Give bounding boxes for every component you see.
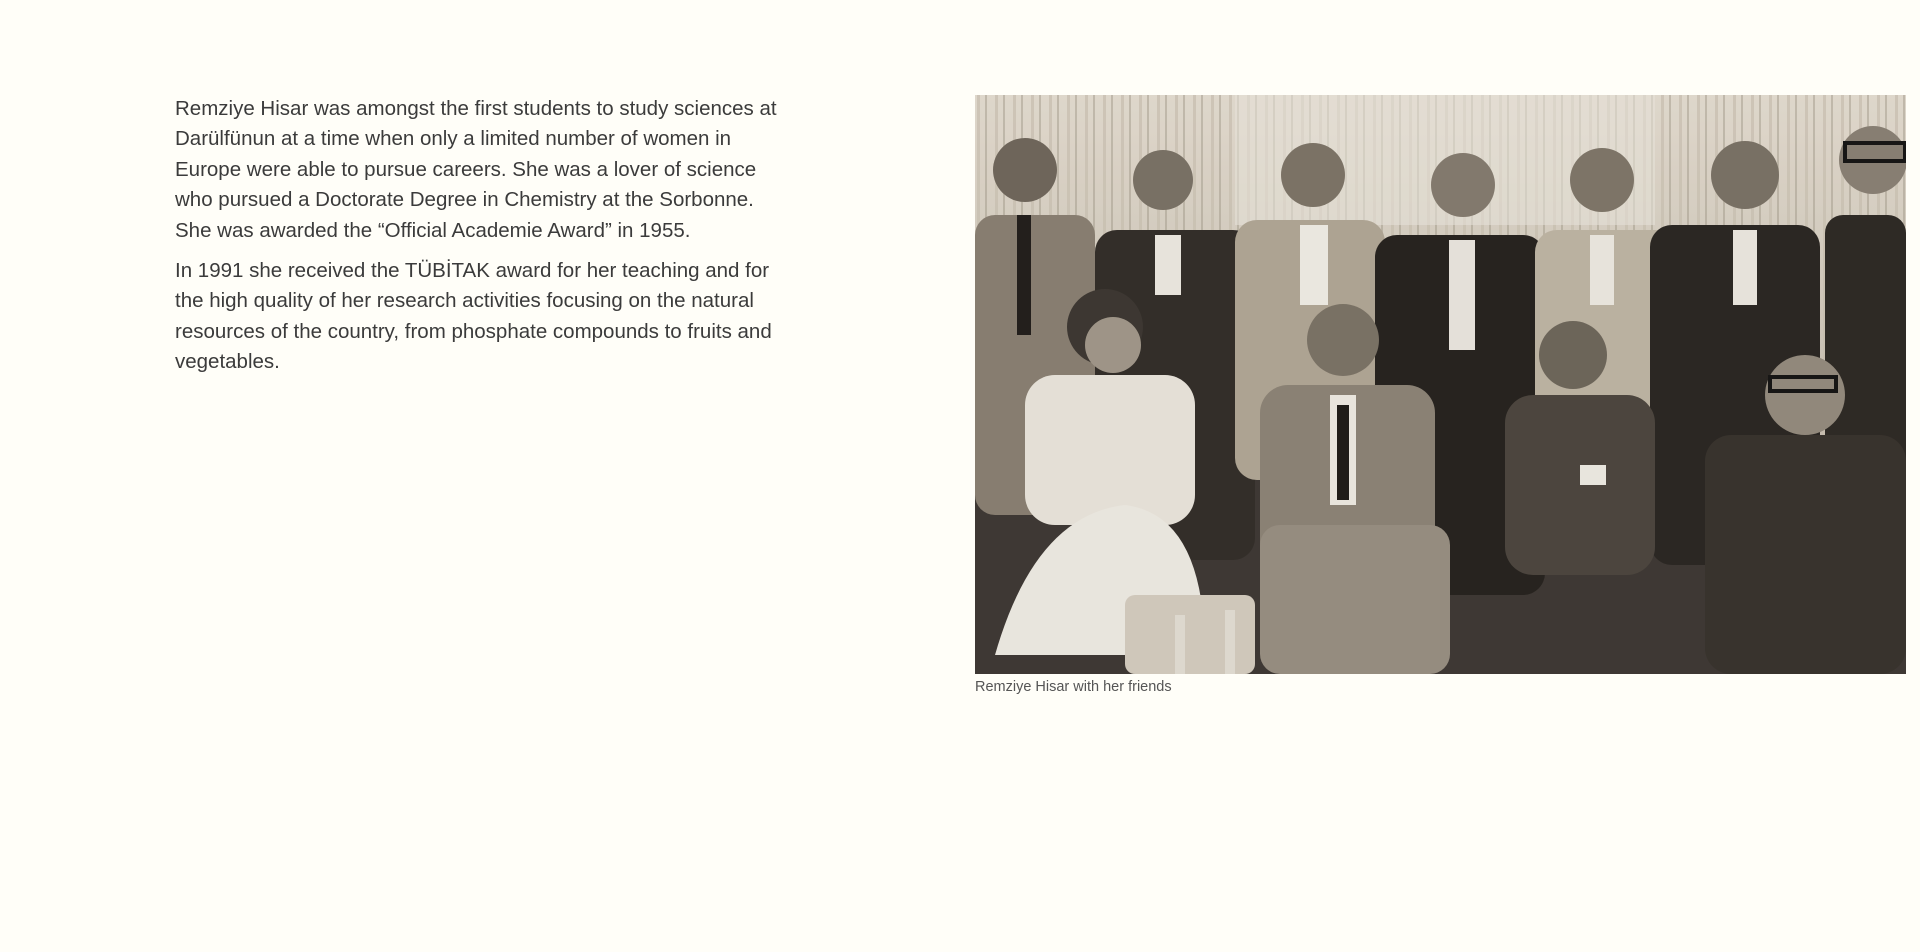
photo-caption: Remziye Hisar with her friends bbox=[975, 679, 1172, 695]
paragraph-award: In 1991 she received the TÜBİTAK award for her teaching and for the high quality of her research activities focusing on the natural resources of the country, from phosphate compounds to fruits and vegetables. bbox=[175, 259, 772, 374]
photo-figure bbox=[975, 95, 1906, 697]
article-text bbox=[175, 94, 790, 388]
group-photo bbox=[975, 95, 1906, 674]
group-photo-illustration bbox=[975, 95, 1906, 674]
paragraph-biography: Remziye Hisar was amongst the first students to study sciences at Darülfünun at a time when only a limited number of women in Europe were able to pursue careers. She was a lover of science who pursued a Doctorate Degree in Chemistry at the Sorbonne. She was awarded the “Official Academie Award” in 1955. bbox=[175, 97, 777, 242]
